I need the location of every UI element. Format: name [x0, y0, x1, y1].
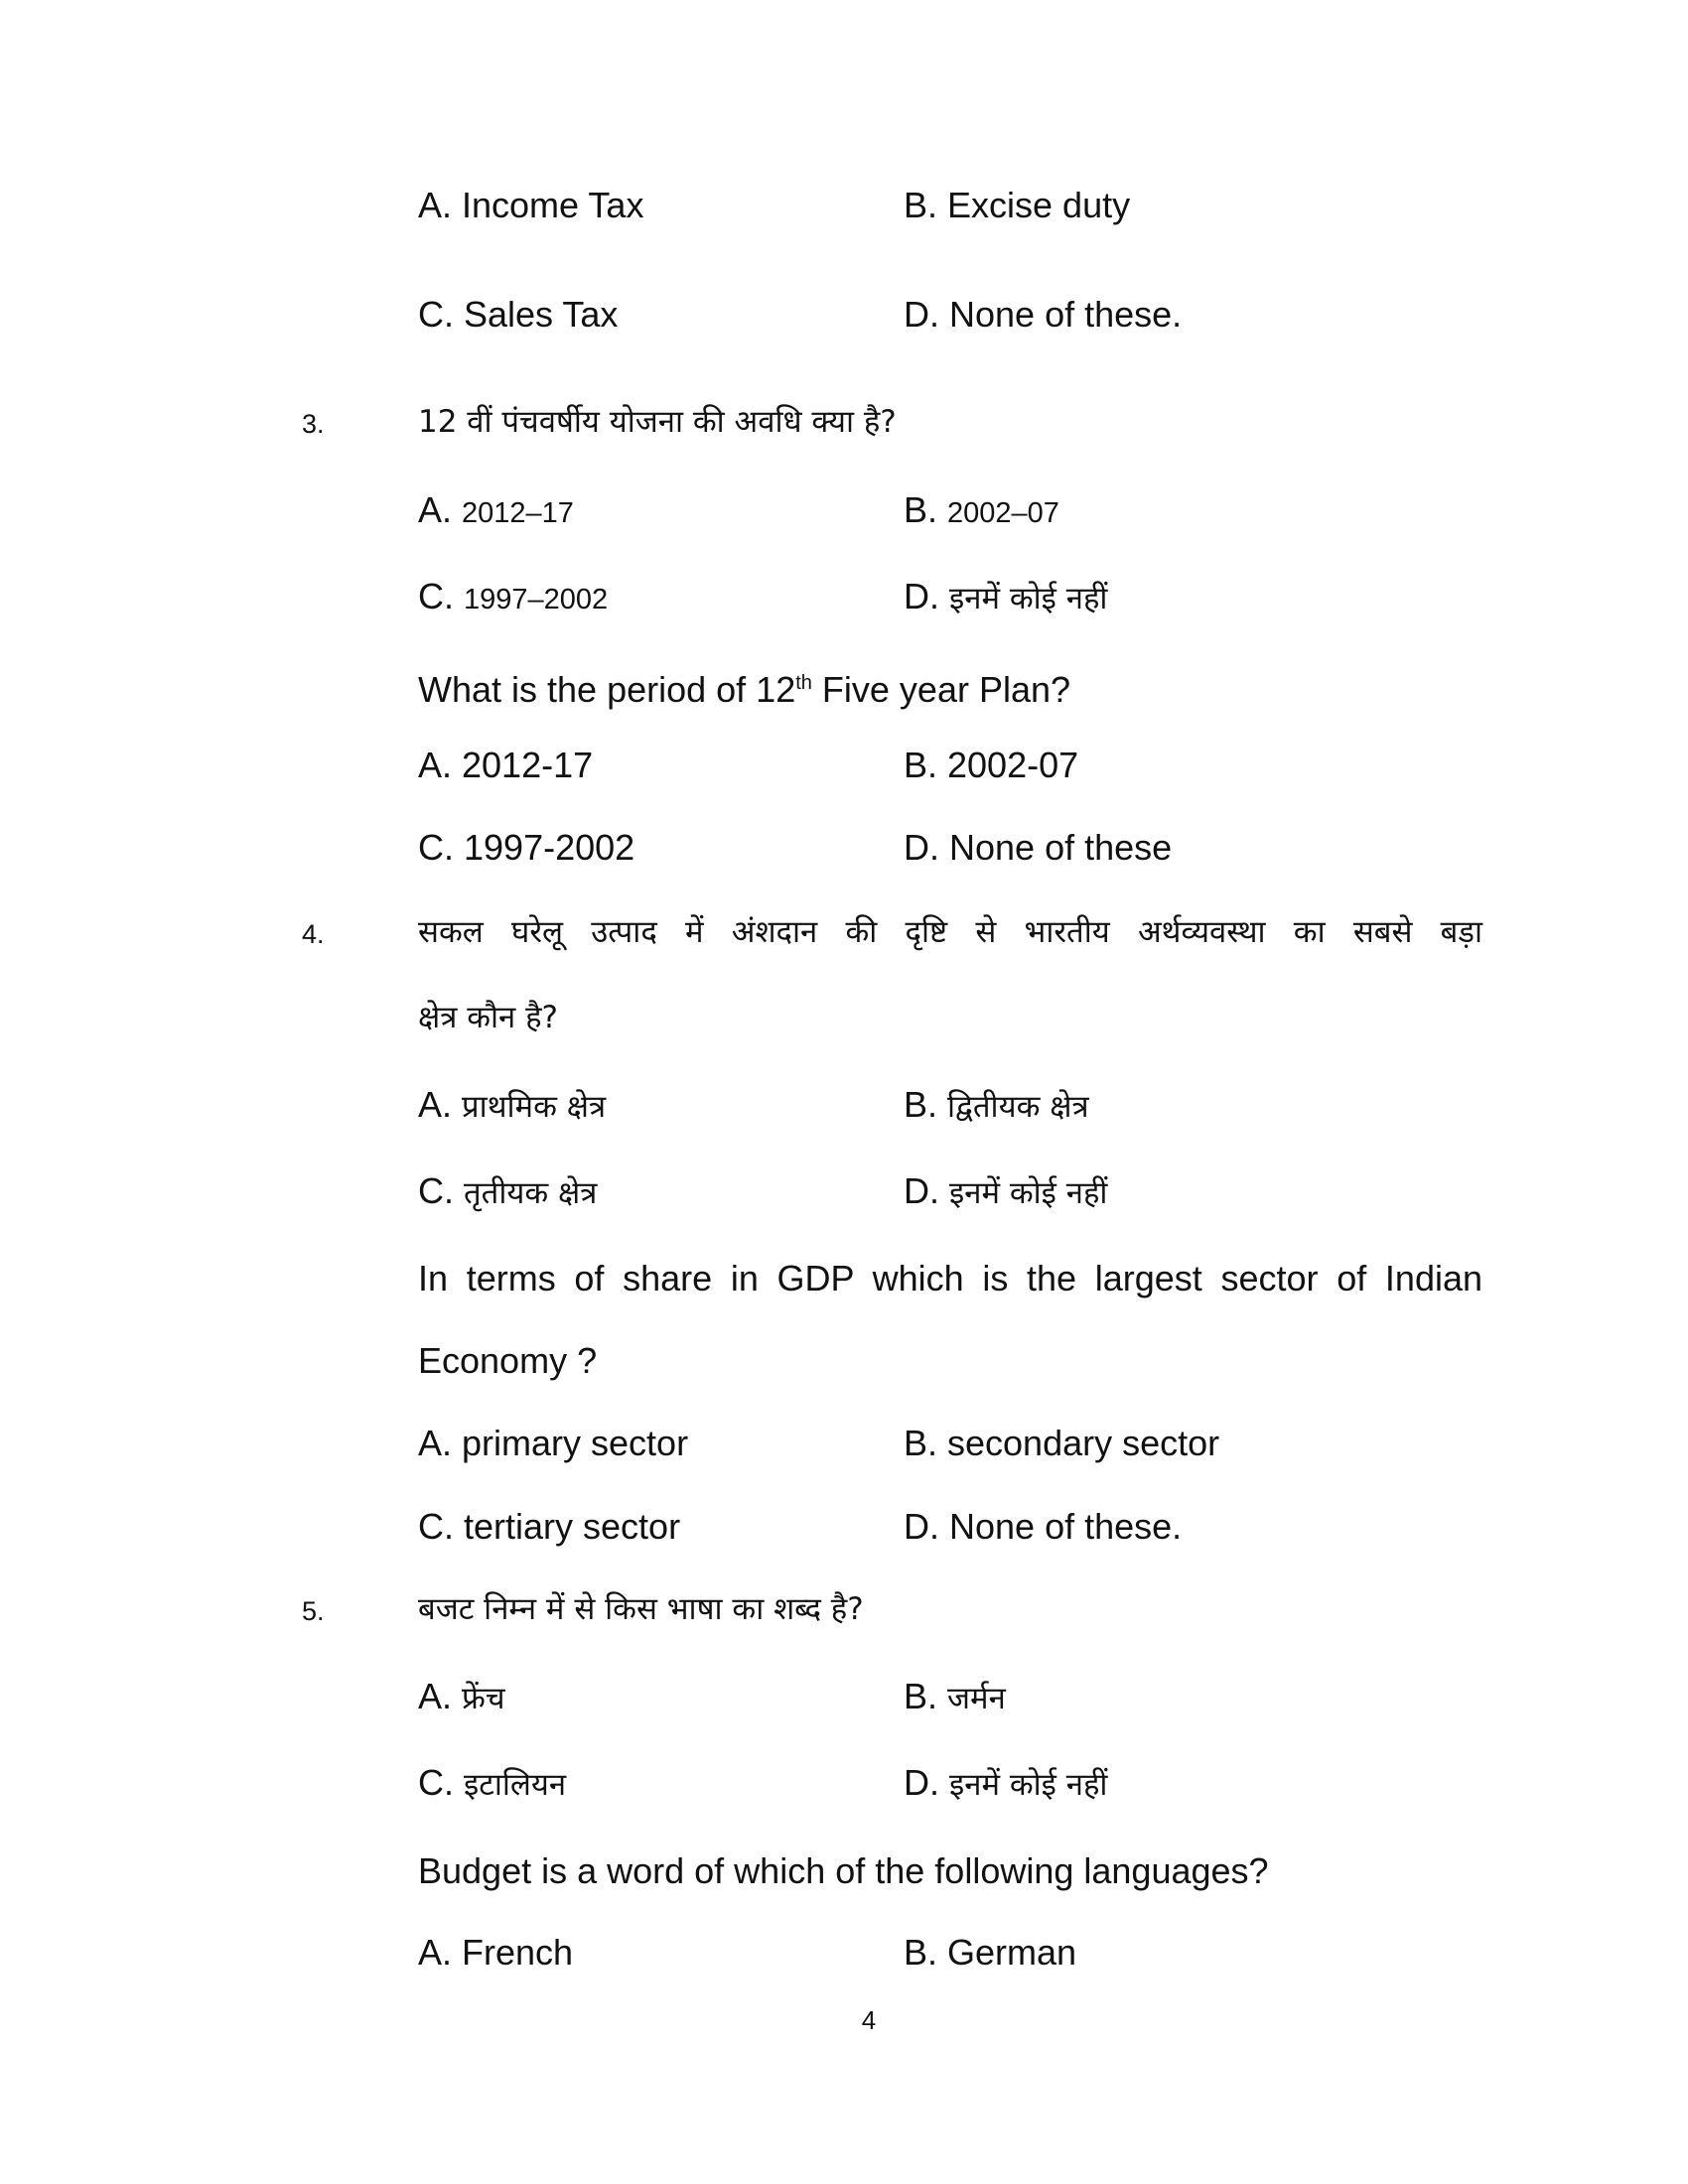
q5-english-question: Budget is a word of which of the following languages? [418, 1850, 1269, 1891]
q5-hindi-question: बजट निम्न में से किस भाषा का शब्द है? [418, 1591, 864, 1627]
value: इनमें कोई नहीं [949, 1767, 1108, 1803]
label: C. [418, 1170, 454, 1211]
label: B. [904, 1084, 938, 1125]
q2-option-c: C. Sales Tax [418, 294, 619, 335]
value: इनमें कोई नहीं [949, 581, 1108, 616]
q4-hindi-option-b [904, 1083, 1089, 1129]
q4-english-question-line1: In terms of share in GDP which is the largest sector of Indian [418, 1258, 1482, 1298]
question-number: 5. [302, 1596, 325, 1626]
q4-hindi-option-a [418, 1083, 606, 1129]
label: B. [904, 1676, 938, 1716]
page-number: 4 [861, 2005, 877, 2035]
q4-hindi-option-c [418, 1169, 597, 1215]
q3-english-option-d: D. None of these [904, 827, 1173, 868]
q3-hindi-option-b [904, 488, 1059, 535]
q3-hindi-question: 12 वीं पंचवर्षीय योजना की अवधि क्या है? [418, 404, 897, 440]
q4-english-option-a: A. primary sector [418, 1423, 689, 1463]
label: A. [418, 1676, 453, 1716]
value: प्राथमिक क्षेत्र [462, 1089, 607, 1125]
q5-hindi-option-c [418, 1761, 566, 1807]
q2-option-a: A. Income Tax [418, 185, 644, 225]
q4-english-question-line2: Economy ? [418, 1340, 598, 1381]
question-number: 3. [302, 409, 325, 439]
q4-english-option-d: D. None of these. [904, 1506, 1183, 1547]
value: तृतीयक क्षेत्र [464, 1175, 598, 1211]
label: C. [418, 576, 454, 616]
q2-option-d: D. None of these. [904, 294, 1183, 335]
q3-hindi-option-c [418, 575, 608, 621]
q5-hindi-option-b [904, 1675, 1006, 1720]
superscript: th [795, 672, 812, 694]
q5-english-option-a: A. French [418, 1932, 574, 1973]
q3-english-question [418, 661, 1070, 712]
label: A. [418, 1084, 453, 1125]
q4-hindi-option-d [904, 1169, 1107, 1215]
q3-hindi-option-d [904, 575, 1107, 620]
label: D. [904, 1170, 939, 1211]
q3-english-option-c: C. 1997-2002 [418, 827, 635, 868]
value: द्वितीयक क्षेत्र [947, 1089, 1089, 1125]
label: D. [904, 1762, 939, 1803]
question-number: 4. [302, 919, 325, 949]
value: इनमें कोई नहीं [949, 1175, 1108, 1211]
label: A. [418, 489, 453, 530]
q4-english-option-c: C. tertiary sector [418, 1506, 681, 1547]
q2-option-b: B. Excise duty [904, 185, 1131, 225]
q4-english-option-b: B. secondary sector [904, 1423, 1220, 1463]
q5-hindi-option-d [904, 1761, 1107, 1807]
value: 2002–07 [947, 497, 1059, 529]
text: What is the period of 12 [418, 669, 796, 710]
label: D. [904, 576, 939, 616]
q3-hindi-option-a [418, 488, 574, 535]
q4-hindi-question-line1: सकल घरेलू उत्पाद में अंशदान की दृष्टि से भारतीय अर्थव्यवस्था का सबसे बड़ा [418, 914, 1482, 950]
value: 1997–2002 [464, 584, 609, 615]
q3-english-option-b: B. 2002-07 [904, 745, 1079, 785]
q3-english-option-a: A. 2012-17 [418, 745, 594, 785]
value: फ्रेंच [462, 1681, 505, 1716]
value: जर्मन [947, 1681, 1006, 1716]
q5-english-option-b: B. German [904, 1932, 1077, 1973]
value: 2012–17 [462, 497, 574, 529]
q5-hindi-option-a [418, 1675, 505, 1720]
q4-hindi-question-line2: क्षेत्र कौन है? [418, 1000, 559, 1035]
text: Five year Plan? [811, 669, 1071, 710]
label: C. [418, 1762, 454, 1803]
value: इटालियन [464, 1767, 567, 1803]
label: B. [904, 489, 938, 530]
